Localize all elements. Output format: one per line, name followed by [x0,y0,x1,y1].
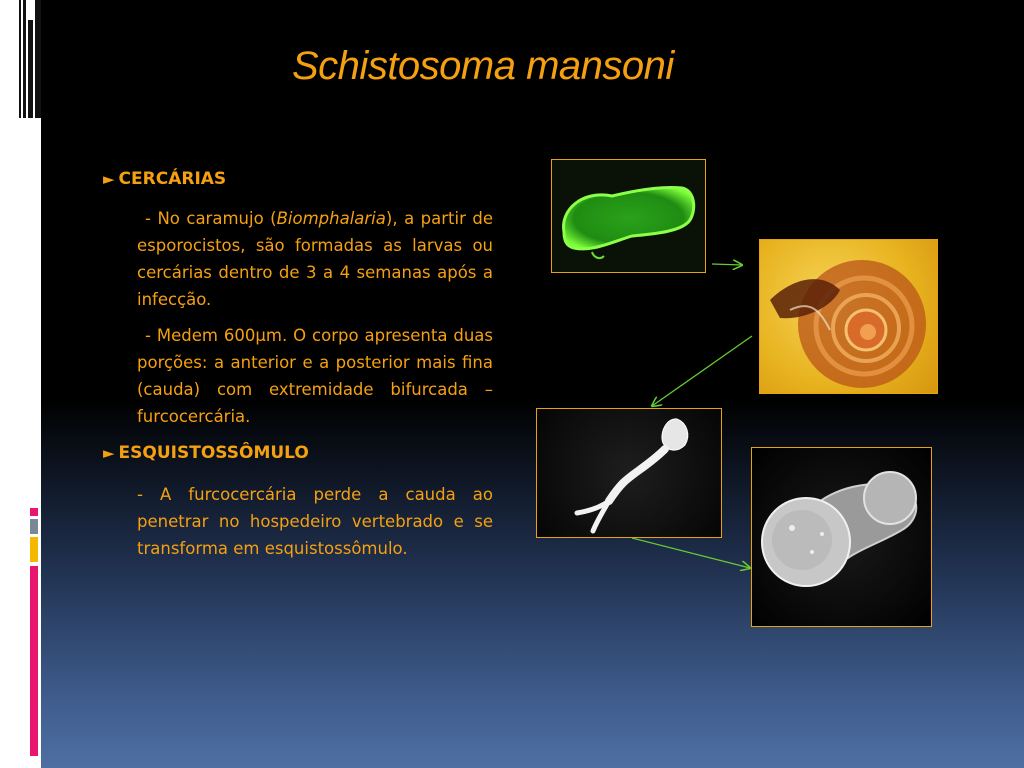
arrow-cercaria-to-snail [712,264,742,265]
arrow-snail-to-furcocercaria [652,336,752,406]
paragraph-text: ), a partir de esporocistos, são formadas as larvas ou cercárias dentro de 3 a 4 semanas após a infecção. [137,209,493,309]
triangle-bullet-icon: ► [103,170,115,188]
heading-label: CERCÁRIAS [118,169,227,189]
heading-label: ESQUISTOSSÔMULO [118,443,309,463]
paragraph-text: - No caramujo ( [145,209,277,228]
slide-title: Schistosoma mansoni [292,44,674,88]
triangle-bullet-icon: ► [103,444,115,462]
genus-name: Biomphalaria [276,209,386,228]
arrow-furcocercaria-to-schistosomulum [632,538,750,568]
paragraph-esquistossomulo: - A furcocercária perde a cauda ao penetrar no hospedeiro vertebrado e se transforma em esquistossômulo. [137,485,493,558]
paragraph-cercarias-size: - Medem 600μm. O corpo apresenta duas porções: a anterior e a posterior mais fina (cauda) com extremidade bifurcada – furcocercária. [137,326,493,426]
